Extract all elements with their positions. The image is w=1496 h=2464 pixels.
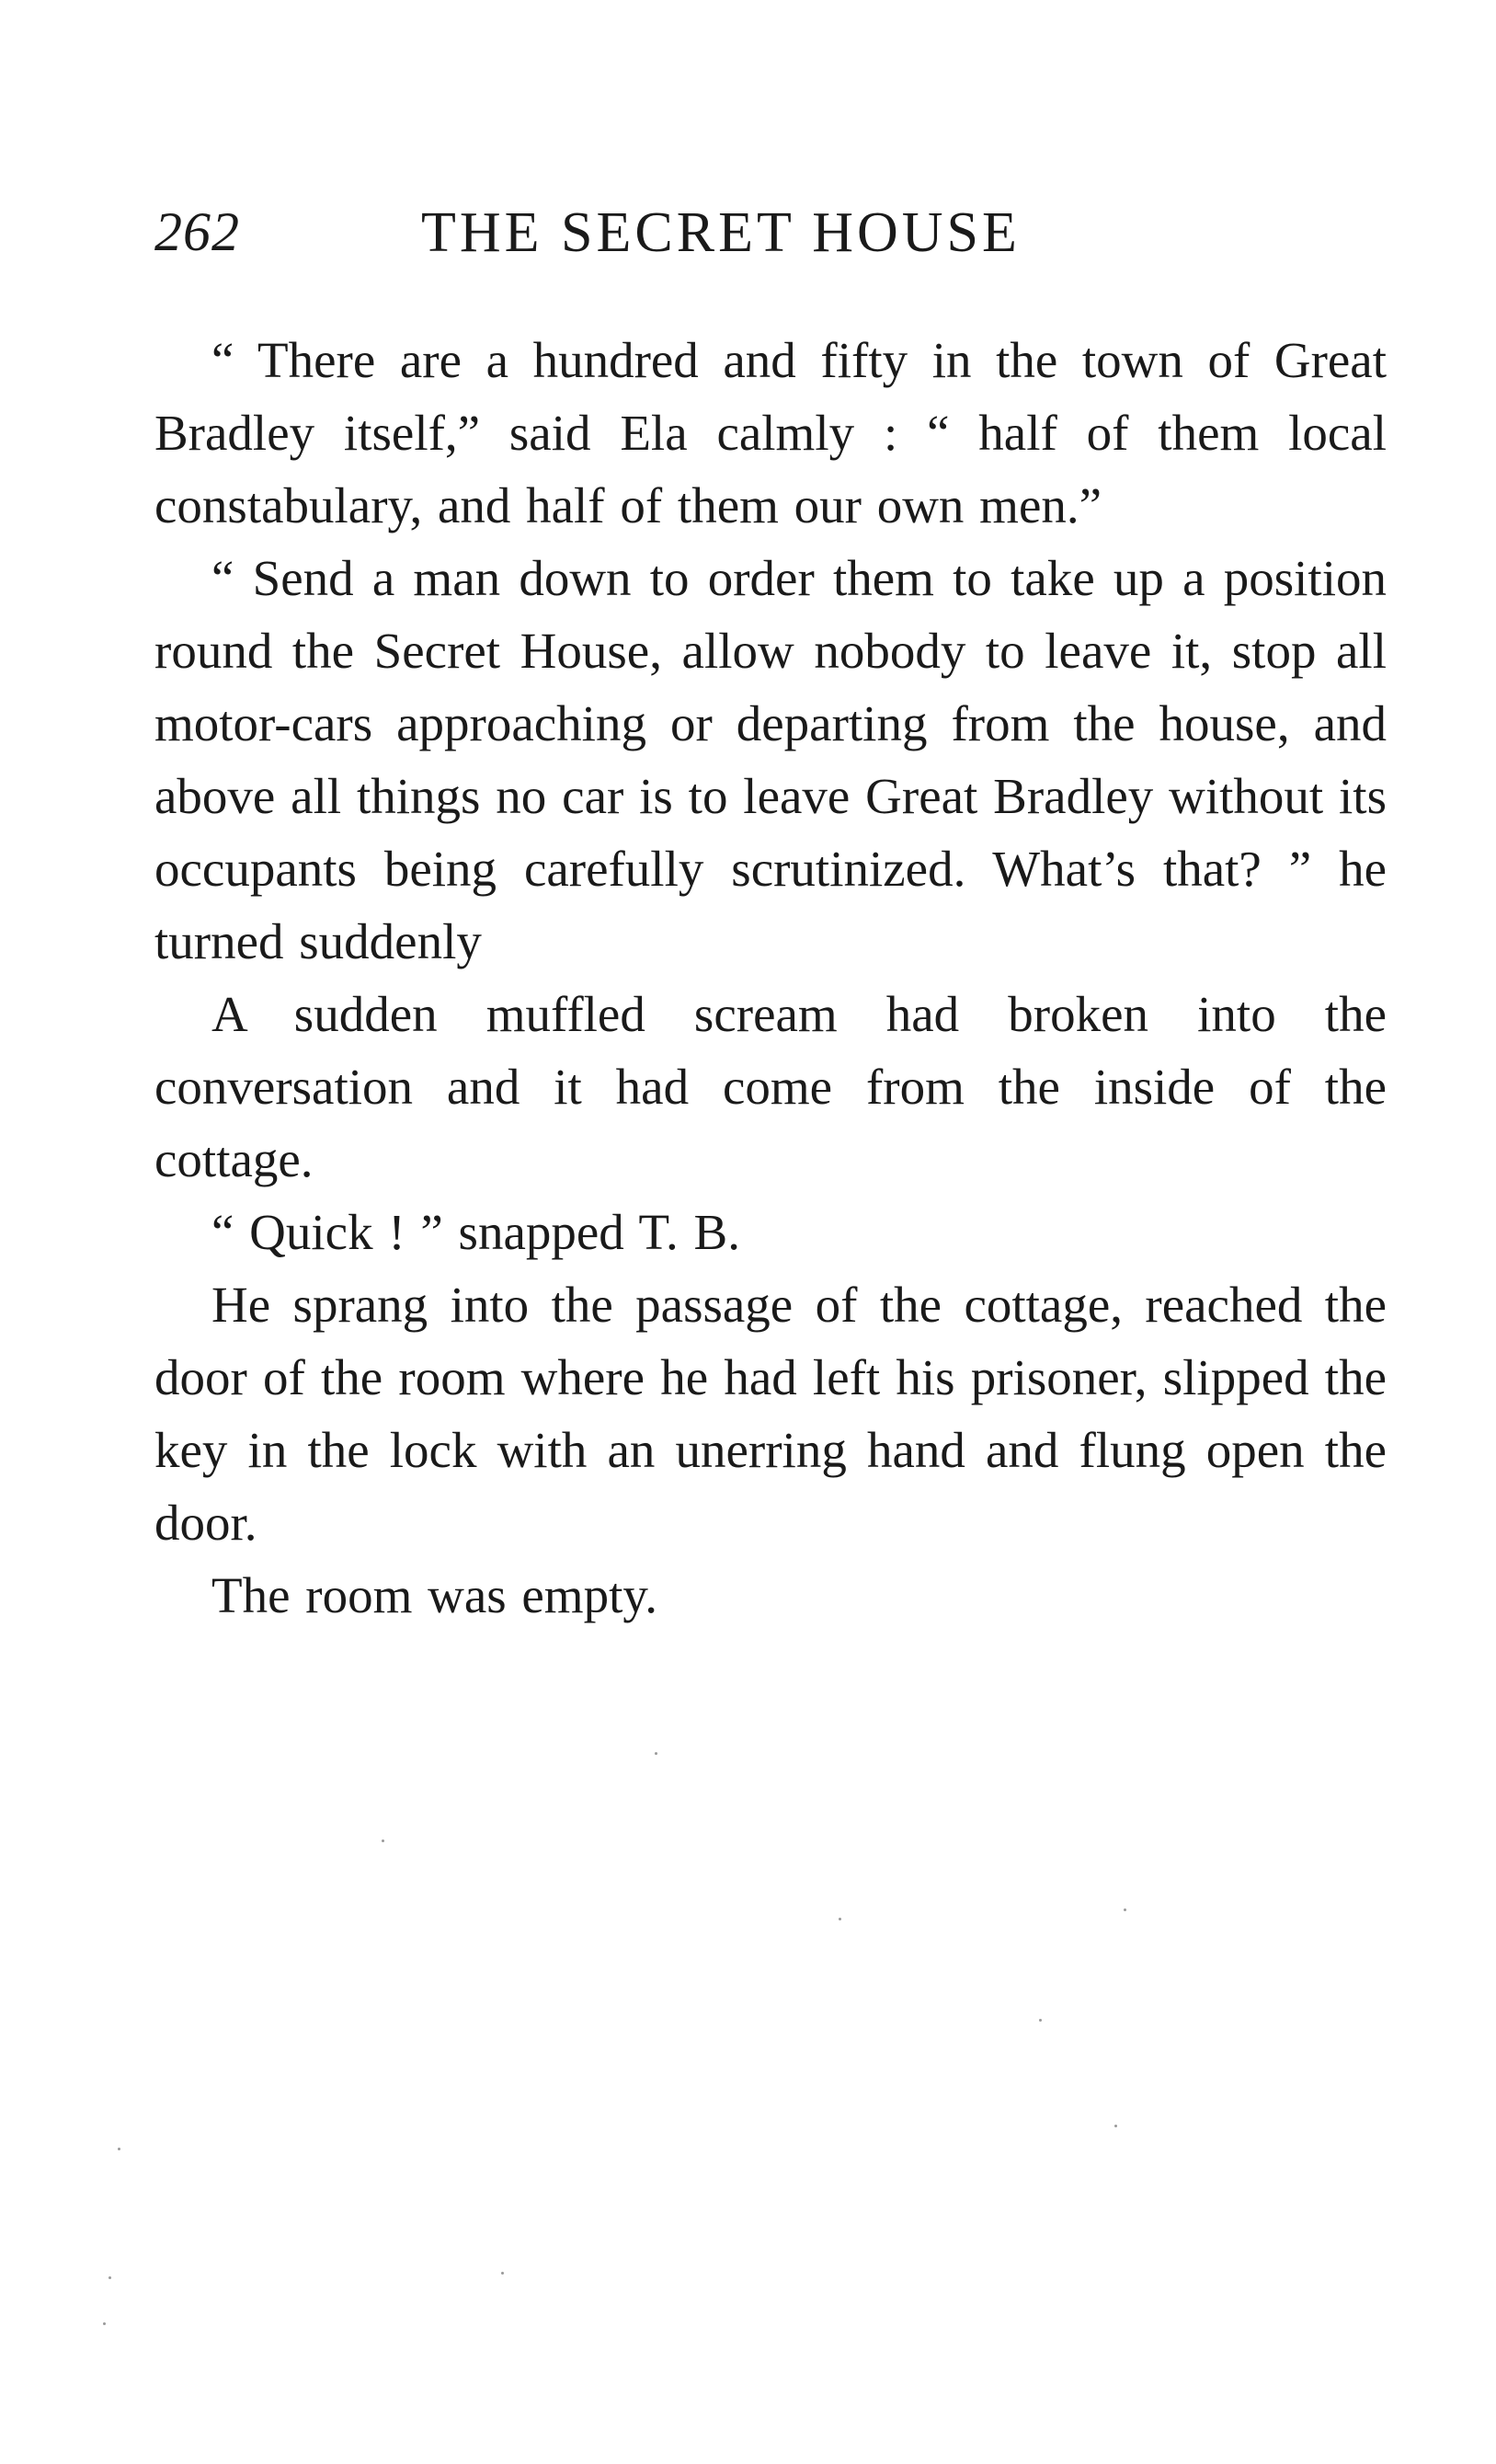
paper-speck xyxy=(655,1752,657,1755)
paragraph-3: A sudden muffled scream had broken into the conversation and it had come from the inside of the cottage. xyxy=(154,986,1387,1187)
paper-speck xyxy=(1124,1908,1126,1911)
paragraph-1: “ There are a hundred and fifty in the town of Great Bradley itself,” said Ela calmly : “ half of them local constabulary, and half of them our own men.” xyxy=(154,332,1387,533)
paragraph-2: “ Send a man down to order them to take up a position round the Secret House, allow nobody to leave it, stop all motor-cars approaching or departing from the house, and above all things no car is to leave Great Bradley without its occupants being carefully scrutinized. What’s that? ” he turned suddenly xyxy=(154,550,1387,969)
paragraph-4: “ Quick ! ” snapped T. B. xyxy=(211,1204,740,1260)
paper-speck xyxy=(1114,2125,1117,2127)
body-text xyxy=(154,324,1387,1632)
paragraph-6: The room was empty. xyxy=(211,1567,658,1623)
paragraph-5: He sprang into the passage of the cottage, reached the door of the room where he had left his prisoner, slipped the key in the lock with an unerring hand and flung open the door. xyxy=(154,1277,1387,1551)
paper-speck xyxy=(118,2148,120,2150)
page-header xyxy=(154,201,1387,274)
paper-speck xyxy=(501,2272,504,2275)
paper-speck xyxy=(1039,2019,1042,2022)
paper-speck xyxy=(108,2276,111,2279)
running-title: THE SECRET HOUSE xyxy=(421,201,1021,264)
page-number: 262 xyxy=(154,201,240,262)
paper-speck xyxy=(103,2322,106,2325)
paper-speck xyxy=(382,1839,384,1842)
paper-speck xyxy=(839,1918,841,1920)
